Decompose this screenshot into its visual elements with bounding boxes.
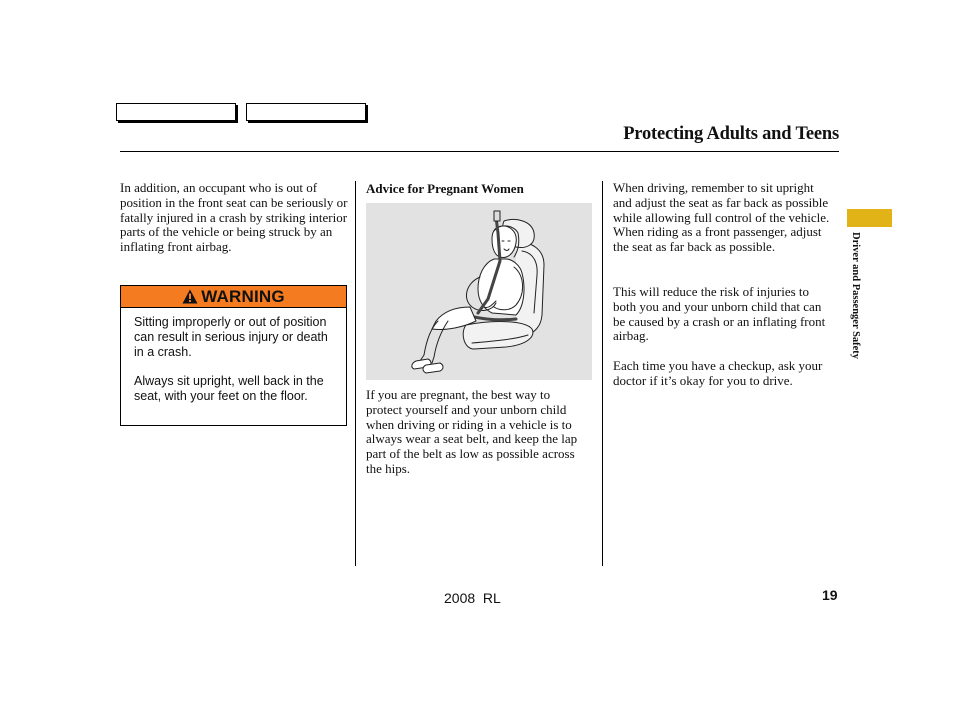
checkup-paragraph: Each time you have a checkup, ask your doctor if it’s okay for you to drive. (613, 358, 823, 388)
driving-paragraph: When driving, remember to sit upright and adjust the seat as far back as possible while allowing full control of the vehicle. When riding as a front passenger, adjust the seat as far back as possible. (613, 180, 830, 255)
nav-button-previous[interactable] (116, 103, 236, 121)
pregnant-woman-seatbelt-illustration (366, 203, 592, 380)
page-title: Protecting Adults and Teens (623, 124, 839, 144)
column-divider-1 (355, 181, 356, 566)
intro-paragraph: In addition, an occupant who is out of position in the front seat can be seriously or fatally injured in a crash by striking interior parts of the vehicle or being struck by an inflating front airbag. (120, 180, 348, 255)
section-tab[interactable] (847, 209, 892, 227)
warning-triangle-icon (182, 289, 198, 304)
warning-header (121, 286, 346, 308)
warning-box (120, 285, 347, 426)
nav-button-next[interactable] (246, 103, 366, 121)
warning-label: WARNING (201, 286, 285, 306)
page-number: 19 (822, 587, 838, 603)
section-heading: Advice for Pregnant Women (366, 181, 524, 196)
warning-paragraph: Sitting improperly or out of position can result in serious injury or death in a crash. (134, 315, 328, 359)
pregnancy-paragraph: If you are pregnant, the best way to protect yourself and your unborn child when driving or riding in a vehicle is to always wear a seat belt, and keep the lap part of the belt as low as possible across the hips. (366, 387, 578, 476)
warning-paragraph: Always sit upright, well back in the seat, with your feet on the floor. (134, 374, 324, 403)
title-divider (120, 151, 839, 152)
section-tab-label: Driver and Passenger Safety (850, 232, 861, 360)
risk-paragraph: This will reduce the risk of injuries to both you and your unborn child that can be caused by a crash or an inflating front airbag. (613, 284, 826, 344)
column-divider-2 (602, 181, 603, 566)
footer-model: 2008 RL (444, 590, 501, 606)
